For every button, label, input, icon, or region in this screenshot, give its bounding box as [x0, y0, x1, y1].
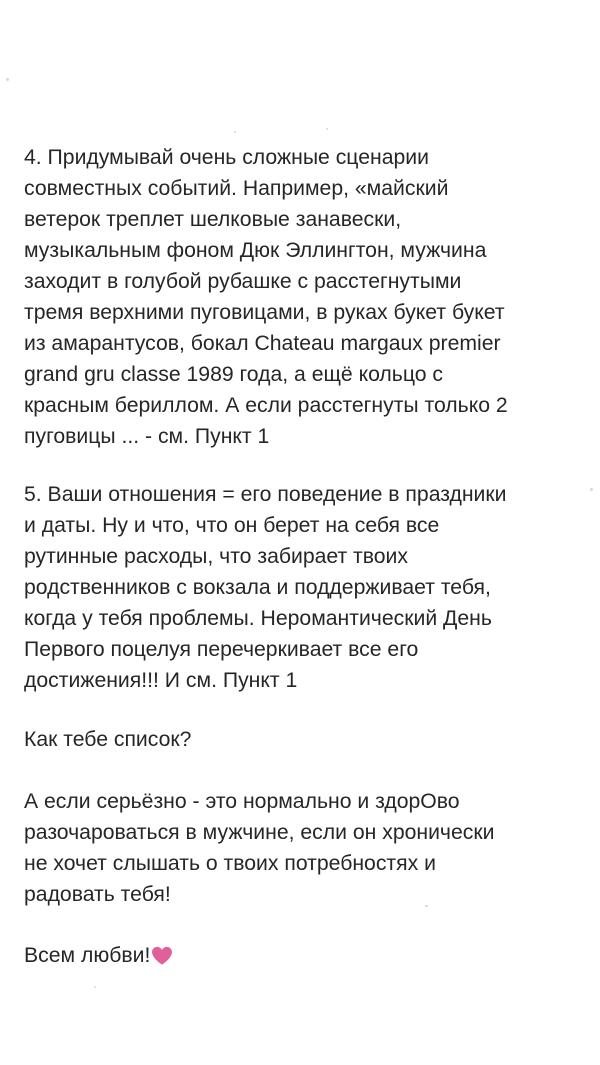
decorative-speck [590, 488, 593, 491]
paragraph-serious: А если серьёзно - это нормально и здорОво разочароваться в мужчине, если он хронически не хочет слышать о твоих потребностях и радовать тебя! [24, 790, 495, 906]
paragraph-item-4: 4. Придумывай очень сложные сценарии совместных событий. Например, «майский ветерок треплет шелковые занавески, музыкальным фоном Дюк Эллингтон, мужчина заходит в голубой рубашке с расстегнутыми тремя верхними пуговицами, в руках букет букет из амарантусов, бокал Chateau margaux premier grand gru classe 1989 года, а ещё кольцо с красным бериллом. А если расстегнуты только 2 пуговицы ... - см. Пункт 1 [24, 146, 508, 448]
decorative-speck [425, 905, 428, 907]
heart-icon [151, 946, 173, 965]
paragraph-item-5: 5. Ваши отношения = его поведение в праздники и даты. Ну и что, что он берет на себя все рутинные расходы, что забирает твоих родственников с вокзала и поддерживает тебя, когда у тебя проблемы. Неромантический День Первого поцелуя перечеркивает все его достижения!!! И см. Пункт 1 [24, 483, 507, 692]
decorative-speck [326, 128, 328, 130]
decorative-speck [6, 78, 9, 81]
decorative-speck [234, 131, 236, 133]
closing-line [24, 940, 580, 971]
closing-text: Всем любви! [24, 944, 151, 967]
question-line: Как тебе список? [24, 728, 192, 751]
decorative-speck [94, 986, 96, 988]
